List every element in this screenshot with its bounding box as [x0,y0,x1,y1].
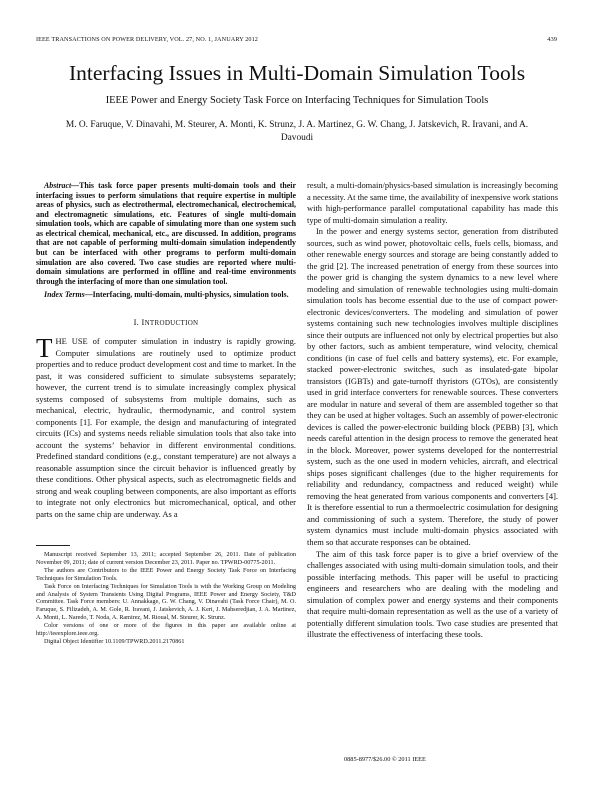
footnote-manuscript: Manuscript received September 13, 2011; accepted September 26, 2011. Date of publication November 09, 2011; date of current version December 23, 2011. Paper no. TPWRD-00775-2011. [36,552,296,566]
footnote-doi: Digital Object Identifier 10.1109/TPWRD.2011.2170861 [44,638,185,645]
abstract [36,181,296,286]
page-number: 439 [547,36,557,43]
section-first-letter: I [141,317,145,327]
index-terms [36,290,296,300]
right-paragraph-1: result, a multi-domain/physics-based simulation is increasingly becoming a necessity. At the same time, the availability of inexpensive work stations with high-performance parallel computational capability has made this type of multi-domain simulation a reality. [307,180,558,225]
footnote-color: Color versions of one or more of the figures in this paper are available online at http://ieeexplore.ieee.org. [36,623,296,638]
paper-subtitle: IEEE Power and Energy Society Task Force on Interfacing Techniques for Simulation Tools [105,95,489,106]
section-title-rest: NTRODUCTION [144,318,199,327]
section-heading [36,317,296,330]
right-paragraph-2: In the power and energy systems sector, generation from distributed sources, such as wind power, photovoltaic cells, fuels cells, biomass, and other renewable energy sources and storage are being constantly added to the grid [2]. The increased penetration of energy from these sources into the power grid is changing the system dynamics to a new level where modeling and simulation of renewable technologies using multi-domain simulation tools has become essential due to the use of compact power-electronic devices/converters. The modeling and simulation of power systems containing such new technologies involves multiple disciplines since their outputs are influenced not only by electrical properties but also by other factors, such as ambient temperature, wind velocity, chemical conditions (in case of fuel cells and battery systems), etc. For example, stacked power-electronic switches, such as insulated-gate bipolar transistors (IGBTs) and gate-turnoff thyristors (GTOs), are consistently used in grid interface converters for renewable sources. These converters are modular in nature and several of them are assembled together so that they can be used at higher voltages. Such an assembly of power-electronic devices is called the power-electronic building block (PEBB) [3], which needs careful attention in the design process to remove the generated heat in the block. Moreover, power systems developed for the nonterrestrial system, such as the one used in modern vehicles, aircraft, and electrical ships poses significant challenges (due to the higher requirements for reliability and redundancy, compactness and reduced weight) while removing the heat generated from various components and converters [4]. It is therefore essential to run a thermoelectric cosimulation for designing and commissioning of such a system. Therefore, the study of power system dynamics must include multi-domain physics associated with them so that accurate responses can be obtained. [307,226,558,547]
left-column [36,181,296,521]
footnote-contributors: The authors are Contributors to the IEEE Power and Energy Society Task Force on Interfacing Techniques for Simulation Tools. [36,567,296,582]
author-list: M. O. Faruque, V. Dinavahi, M. Steurer, A. Monti, K. Strunz, J. A. Martinez, G. W. Chang, J. Jatskevich, R. Iravani, and A. Davoudi [65,120,529,143]
intro-paragraph [36,333,296,520]
intro-text: of computer simulation in industry is rapidly growing. Computer simulations are routinely used to optimize product properties and to reduce product development cost and time to market. In the past, it was considered sufficient to simulate subsystems separately; however, the current trend is to simulate increasingly complex physical systems composed of subsystems from multiple domains, such as mechanical, electric, hydraulic, thermodynamic, and control system components [1]. For example, the design and manufacturing of integrated circuits (ICs) and systems needs reliable simulation tools that also take into account the systems’ behavior in different environmental conditions. Predefined standard conditions (e.g., constant temperature) are not always a reasonable assumption since the circuit behavior is influenced greatly by these conditions. Other physical aspects, such as electromagnetic fields and strong and weak coupling between components, are also important as efforts to integrate not only electronics but micromechanical, optical, and other parts on the same chip are underway. As a [36,336,296,519]
index-terms-label: Index Terms— [44,290,93,300]
footnote-task-force: Task Force on Interfacing Techniques for Simulation Tools is with the Working Group on Modeling and Analysis of System Transients Using Digital Programs, IEEE Power and Energy Society, T&D Committee. Task Force members: U. Annakkage, G. W. Chang, V. Dinavahi (Task Force Chair), M. O. Faruque, S. Filizadeh, A. M. Gole, R. Iravani, J. Jatskevich, A. J. Keri, J. Mahseredjian, J. A. Martinez, A. Monti, L. Naredo, T. Noda, A. Ramirez, M. Rioual, M. Steurer, K. Strunz. [36,583,296,622]
drop-cap: T [36,333,53,364]
abstract-label: Abstract— [44,181,80,190]
index-terms-text: Interfacing, multi-domain, multi-physics, simulation tools. [92,290,289,300]
journal-header: IEEE TRANSACTIONS ON POWER DELIVERY, VOL. 27, NO. 1, JANUARY 2012 [36,36,258,43]
copyright-line: 0885-8977/$26.00 © 2011 IEEE [344,756,426,763]
right-paragraph-3: The aim of this task force paper is to give a brief overview of the challenges associated with using multi-domain simulation tools, and their possible interfacing methods. This paper will be useful to practicing engineers and researchers who are dealing with the modeling and simulation of complex power and energy systems and their components that require multi-domain representation as well as the use of a variety of potentially different simulation tools. Two case studies are presented that illustrate the effectiveness of interfacing these tools. [307,548,558,640]
paper-title: Interfacing Issues in Multi-Domain Simulation Tools [68,61,526,85]
footnote-rule [36,545,70,546]
abstract-text: This task force paper presents multi-domain tools and their interfacing issues to perform simulations that require expertise in multiple areas of physics, such as electrothermal, electromechanical, electrochemical, and electromagnetic simulations, etc. Features of single multi-domain simulation tools, which are capable of simulating more than one system such as electrical chemical, mechanical, etc., are discussed. In addition, programs that are not capable of performing multi-domain simulation independently but can be interfaced with other programs to perform multi-domain simulation are also covered. Two case studies are reported where multi-domain simulations are performed in offline and real-time environments through the interfacing of more than one simulation tool. [36,181,296,286]
right-column [307,180,558,641]
intro-lead: HE USE [55,336,88,347]
section-number: I. [133,317,140,327]
footnotes [36,552,296,647]
